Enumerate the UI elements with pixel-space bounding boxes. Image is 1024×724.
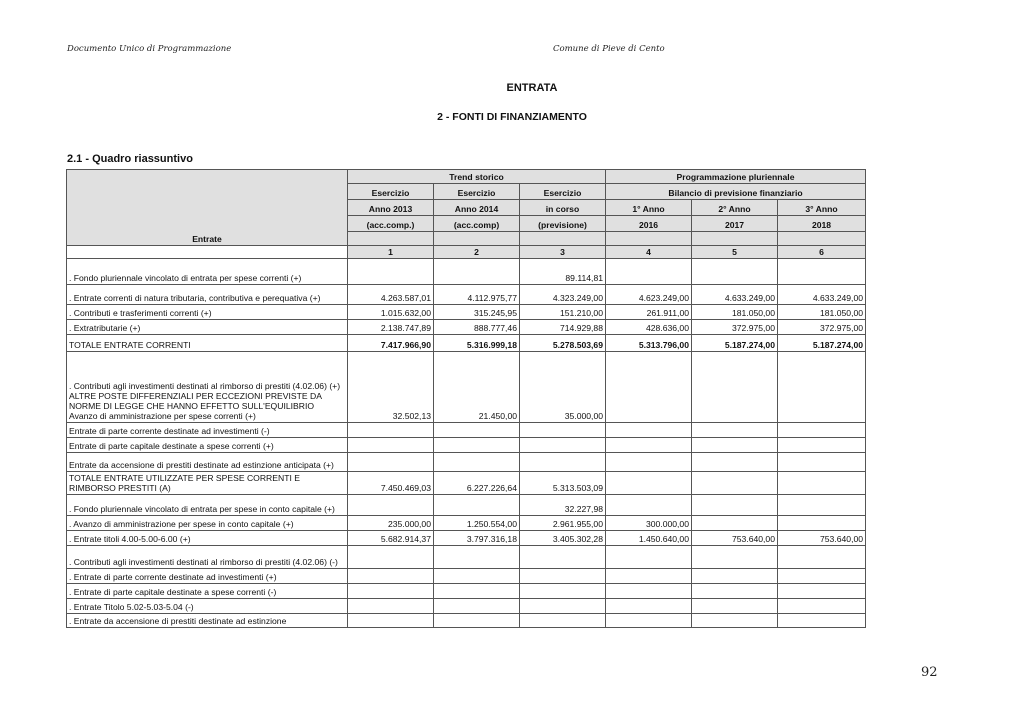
row-value: 1.250.554,00 — [434, 516, 520, 531]
year-2017-header: 2017 — [692, 216, 778, 232]
trend-storico-header: Trend storico — [348, 170, 606, 184]
row-value — [692, 546, 778, 569]
row-value — [778, 546, 866, 569]
row-value: 428.636,00 — [606, 320, 692, 335]
row-label: . Contributi agli investimenti destinati al rimborso di prestiti (4.02.06) (+) ALTRE POSTE DIFFERENZIALI PER ECCEZIONI PREVISTE DA NORME DI LEGGE CHE HANNO EFFETTO SULL'EQUILIBRIO Avanzo di amministrazione per spese correnti (+) — [67, 352, 348, 423]
row-value — [606, 472, 692, 495]
table-row — [67, 531, 866, 546]
table-row — [67, 516, 866, 531]
section-heading: 2.1 - Quadro riassuntivo — [67, 153, 193, 165]
table-row — [67, 438, 866, 453]
row-value — [434, 259, 520, 285]
table-row — [67, 259, 866, 285]
col-number: 6 — [778, 246, 866, 259]
row-value — [348, 453, 434, 472]
row-label: . Contributi agli investimenti destinati al rimborso di prestiti (4.02.06) (-) — [67, 546, 348, 569]
year-2018-header: 2018 — [778, 216, 866, 232]
table-row — [67, 584, 866, 599]
row-value — [606, 584, 692, 599]
row-value — [778, 423, 866, 438]
row-value — [520, 453, 606, 472]
row-value: 1.450.640,00 — [606, 531, 692, 546]
row-value: 5.316.999,18 — [434, 335, 520, 352]
table-row — [67, 569, 866, 584]
document-header-municipality: Comune di Pieve di Cento — [553, 44, 665, 54]
row-value — [434, 599, 520, 614]
col-number: 2 — [434, 246, 520, 259]
acc-comp-header-2: (acc.comp) — [434, 216, 520, 232]
page-title: ENTRATA — [506, 82, 558, 94]
row-value — [692, 584, 778, 599]
row-value: 2.138.747,89 — [348, 320, 434, 335]
row-value — [606, 546, 692, 569]
previsione-header: (previsione) — [520, 216, 606, 232]
row-value: 181.050,00 — [778, 305, 866, 320]
row-label: . Avanzo di amministrazione per spese in conto capitale (+) — [67, 516, 348, 531]
row-label: . Entrate Titolo 5.02-5.03-5.04 (-) — [67, 599, 348, 614]
table-row — [67, 614, 866, 628]
row-value — [434, 438, 520, 453]
row-value: 235.000,00 — [348, 516, 434, 531]
row-value: 21.450,00 — [434, 352, 520, 423]
row-value: 1.015.632,00 — [348, 305, 434, 320]
row-label: Entrate da accensione di prestiti destinate ad estinzione anticipata (+) — [67, 453, 348, 472]
anno-3-header: 3° Anno — [778, 200, 866, 216]
row-value: 32.502,13 — [348, 352, 434, 423]
esercizio-header-1: Esercizio — [348, 184, 434, 200]
acc-comp-header-1: (acc.comp.) — [348, 216, 434, 232]
row-value — [778, 569, 866, 584]
table-row — [67, 599, 866, 614]
esercizio-header-3: Esercizio — [520, 184, 606, 200]
row-value: 89.114,81 — [520, 259, 606, 285]
row-value: 4.263.587,01 — [348, 285, 434, 305]
table-row — [67, 472, 866, 495]
row-value: 4.112.975,77 — [434, 285, 520, 305]
row-value — [434, 614, 520, 628]
row-value: 753.640,00 — [778, 531, 866, 546]
row-value: 4.633.249,00 — [692, 285, 778, 305]
year-2016-header: 2016 — [606, 216, 692, 232]
row-value — [348, 599, 434, 614]
row-value — [778, 438, 866, 453]
table-row — [67, 495, 866, 516]
row-value: 5.187.274,00 — [692, 335, 778, 352]
row-label: . Entrate di parte capitale destinate a spese correnti (-) — [67, 584, 348, 599]
row-value: 5.313.503,09 — [520, 472, 606, 495]
row-value: 372.975,00 — [692, 320, 778, 335]
document-header-title: Documento Unico di Programmazione — [67, 44, 232, 54]
row-value — [692, 438, 778, 453]
row-value — [348, 546, 434, 569]
row-value — [778, 584, 866, 599]
row-label: . Entrate titoli 4.00-5.00-6.00 (+) — [67, 531, 348, 546]
table-row — [67, 453, 866, 472]
table-row — [67, 352, 866, 423]
row-value — [520, 599, 606, 614]
row-value: 5.313.796,00 — [606, 335, 692, 352]
row-value — [692, 423, 778, 438]
row-value — [606, 453, 692, 472]
row-value — [348, 259, 434, 285]
row-value: 5.682.914,37 — [348, 531, 434, 546]
row-value: 3.405.302,28 — [520, 531, 606, 546]
row-value — [692, 569, 778, 584]
row-value: 714.929,88 — [520, 320, 606, 335]
esercizio-header-2: Esercizio — [434, 184, 520, 200]
row-value: 753.640,00 — [692, 531, 778, 546]
row-value: 32.227,98 — [520, 495, 606, 516]
row-label: TOTALE ENTRATE CORRENTI — [67, 335, 348, 352]
row-value — [348, 423, 434, 438]
row-value — [606, 423, 692, 438]
row-value — [520, 614, 606, 628]
col-number: 1 — [348, 246, 434, 259]
row-label: . Contributi e trasferimenti correnti (+) — [67, 305, 348, 320]
row-value — [606, 569, 692, 584]
row-value — [692, 599, 778, 614]
row-value — [348, 438, 434, 453]
summary-table — [66, 169, 866, 628]
anno-2013-header: Anno 2013 — [348, 200, 434, 216]
row-value — [778, 352, 866, 423]
row-value — [778, 495, 866, 516]
row-value — [520, 584, 606, 599]
row-value: 6.227.226,64 — [434, 472, 520, 495]
table-row — [67, 546, 866, 569]
row-value: 372.975,00 — [778, 320, 866, 335]
row-value — [606, 259, 692, 285]
entrate-header: Entrate — [67, 170, 348, 246]
row-value: 261.911,00 — [606, 305, 692, 320]
row-value — [606, 438, 692, 453]
row-value — [778, 599, 866, 614]
row-value — [348, 569, 434, 584]
col-number: 4 — [606, 246, 692, 259]
row-value — [520, 423, 606, 438]
row-value — [434, 546, 520, 569]
row-value — [778, 453, 866, 472]
row-value — [692, 259, 778, 285]
row-label: . Fondo pluriennale vincolato di entrata per spese in conto capitale (+) — [67, 495, 348, 516]
row-value — [434, 453, 520, 472]
row-value: 7.417.966,90 — [348, 335, 434, 352]
row-value: 4.323.249,00 — [520, 285, 606, 305]
row-value: 5.187.274,00 — [778, 335, 866, 352]
row-label: . Extratributarie (+) — [67, 320, 348, 335]
row-value — [606, 599, 692, 614]
row-value — [520, 438, 606, 453]
row-value — [778, 472, 866, 495]
row-label: TOTALE ENTRATE UTILIZZATE PER SPESE CORRENTI E RIMBORSO PRESTITI (A) — [67, 472, 348, 495]
bilancio-header: Bilancio di previsione finanziario — [606, 184, 866, 200]
row-value — [692, 352, 778, 423]
row-label: . Entrate da accensione di prestiti destinate ad estinzione — [67, 614, 348, 628]
row-value: 4.633.249,00 — [778, 285, 866, 305]
row-value — [434, 584, 520, 599]
row-label: Entrate di parte corrente destinate ad investimenti (-) — [67, 423, 348, 438]
row-value — [606, 614, 692, 628]
row-value — [778, 259, 866, 285]
row-value — [520, 546, 606, 569]
col-number: 3 — [520, 246, 606, 259]
row-value — [348, 614, 434, 628]
row-label: . Fondo pluriennale vincolato di entrata per spese correnti (+) — [67, 259, 348, 285]
row-value — [434, 569, 520, 584]
row-label: . Entrate di parte corrente destinate ad investimenti (+) — [67, 569, 348, 584]
table-row — [67, 423, 866, 438]
table-row — [67, 305, 866, 320]
row-value — [778, 516, 866, 531]
row-value — [520, 569, 606, 584]
row-value — [692, 614, 778, 628]
row-value: 2.961.955,00 — [520, 516, 606, 531]
table-row — [67, 335, 866, 352]
row-value — [606, 495, 692, 516]
col-number: 5 — [692, 246, 778, 259]
column-number-row — [67, 246, 866, 259]
anno-2014-header: Anno 2014 — [434, 200, 520, 216]
row-value: 3.797.316,18 — [434, 531, 520, 546]
row-value — [692, 453, 778, 472]
row-value: 181.050,00 — [692, 305, 778, 320]
anno-2-header: 2° Anno — [692, 200, 778, 216]
row-value — [348, 584, 434, 599]
page-subtitle: 2 - FONTI DI FINANZIAMENTO — [437, 111, 587, 123]
table-row — [67, 320, 866, 335]
row-value — [434, 423, 520, 438]
page-number: 92 — [921, 665, 938, 680]
programmazione-header: Programmazione pluriennale — [606, 170, 866, 184]
row-value — [692, 516, 778, 531]
row-value: 300.000,00 — [606, 516, 692, 531]
row-value: 7.450.469,03 — [348, 472, 434, 495]
row-value — [606, 352, 692, 423]
row-value: 888.777,46 — [434, 320, 520, 335]
in-corso-header: in corso — [520, 200, 606, 216]
row-value — [692, 495, 778, 516]
row-value — [434, 495, 520, 516]
row-value: 5.278.503,69 — [520, 335, 606, 352]
row-value — [348, 495, 434, 516]
anno-1-header: 1° Anno — [606, 200, 692, 216]
row-label: . Entrate correnti di natura tributaria, contributiva e perequativa (+) — [67, 285, 348, 305]
row-value: 35.000,00 — [520, 352, 606, 423]
row-value — [692, 472, 778, 495]
row-value — [778, 614, 866, 628]
row-label: Entrate di parte capitale destinate a spese correnti (+) — [67, 438, 348, 453]
header-row-1 — [67, 170, 866, 184]
row-value: 151.210,00 — [520, 305, 606, 320]
row-value: 4.623.249,00 — [606, 285, 692, 305]
row-value: 315.245,95 — [434, 305, 520, 320]
table-row — [67, 285, 866, 305]
